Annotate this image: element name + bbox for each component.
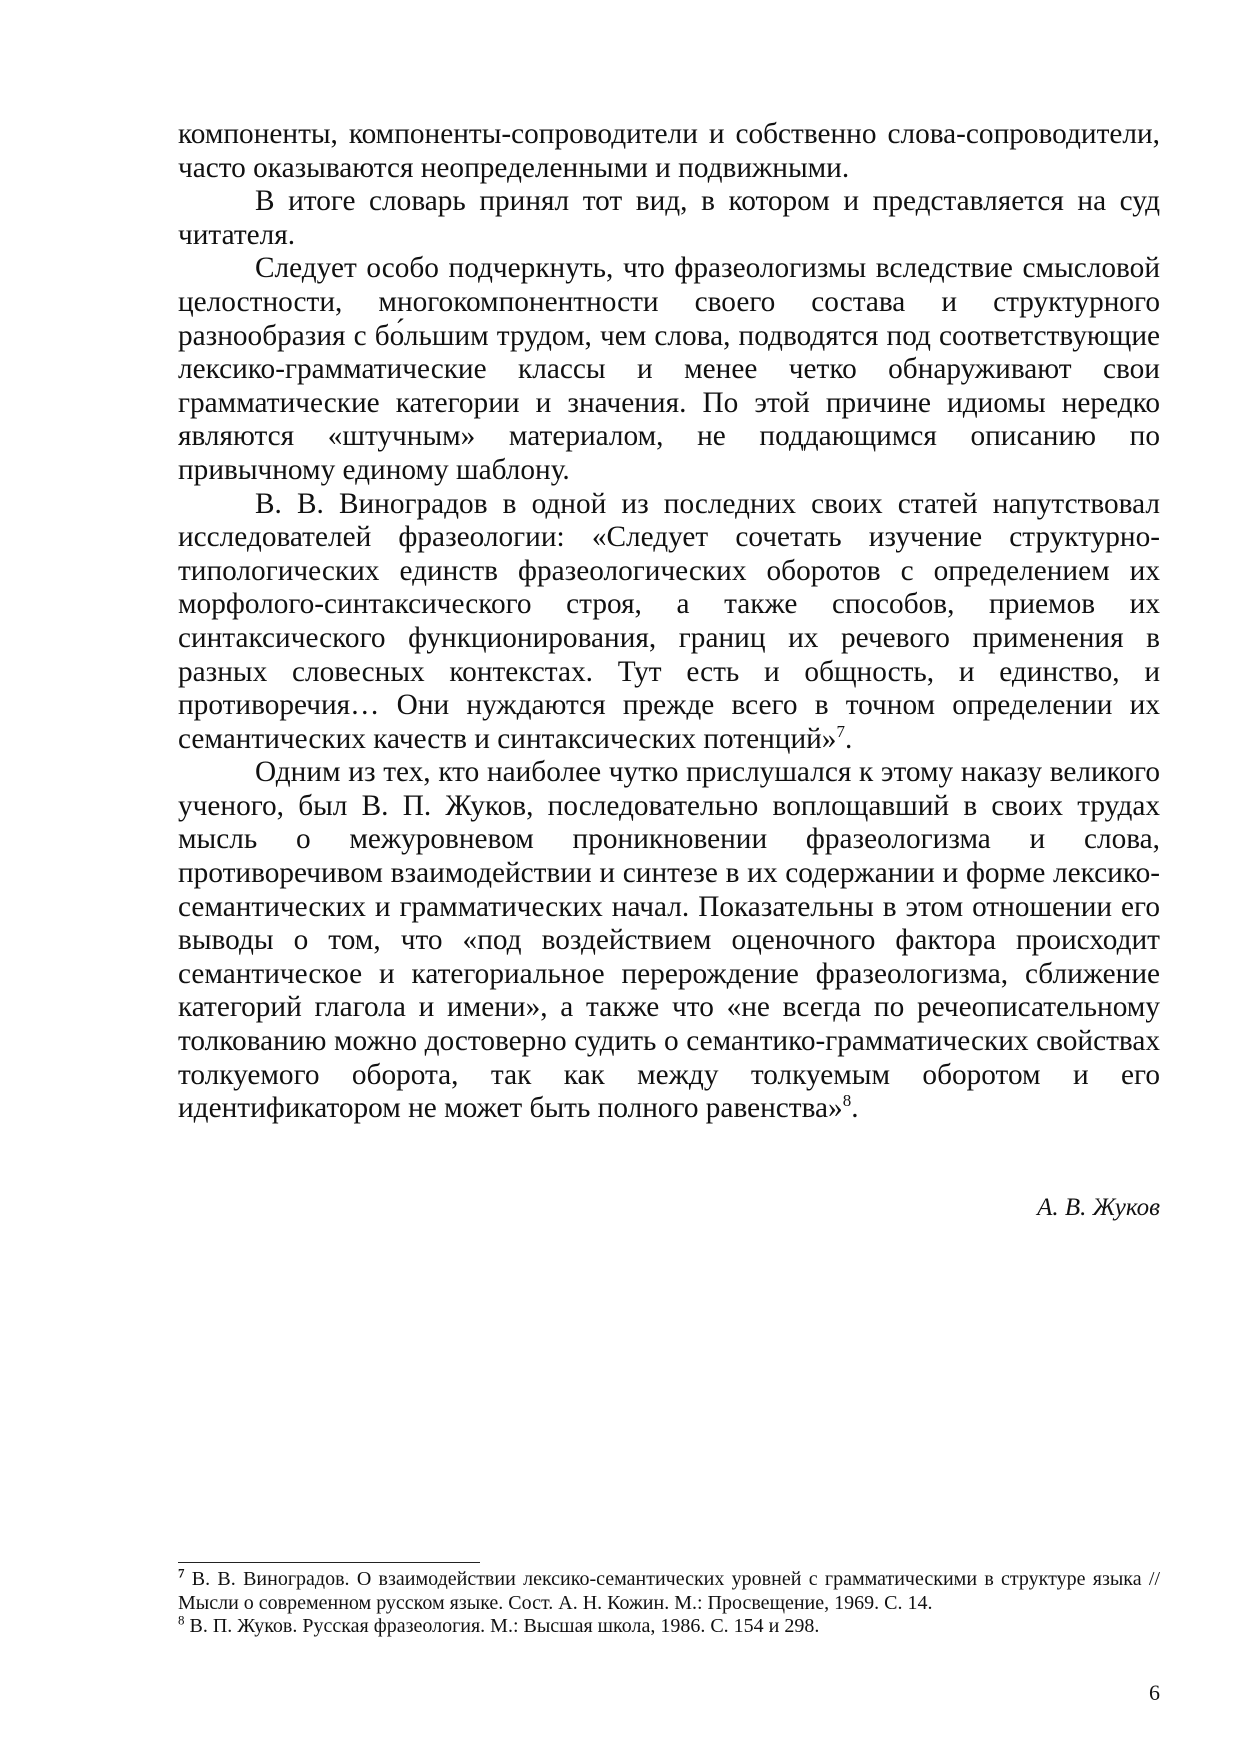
paragraph-end-punct: . [851,1092,859,1125]
paragraph-text: Одним из тех, кто наиболее чутко прислушался к этому наказу великого ученого, был В. П. Жуков, последовательно воплощавший в своих трудах мысль о межуровневом проникновении фразеологизма и слова, противоречивом взаимодействии и синтезе в их содержании и форме лексико-семантических и грамматических начал. Показательны в этом отношении его выводы о том, что «под воздействием оценочного фактора происходит семантическое и категориальное перерождение фразеологизма, сближение категорий глагола и имени», а также что «не всегда по речеописательному толкованию можно достоверно судить о семантико-грамматических свойствах толкуемого оборота, так как между толкуемым оборотом и его идентификатором не может быть полного равенства» [178,756,1160,1125]
footnote-7 [178,1565,1160,1615]
paragraph-text: Следует особо подчеркнуть, что фразеологизмы вследствие смысловой целостности, многокомпонентности своего состава и структурного разнообразия с бо́льшим трудом, чем слова, подводятся под соответствующие лексико-грамматические классы и менее четко обнаруживают свои грамматические категории и значения. По этой причине идиомы нередко являются «штучным» материалом, не поддающимся описанию по привычному единому шаблону. [178,252,1160,486]
footnote-text: В. П. Жуков. Русская фразеология. М.: Высшая школа, 1986. С. 154 и 298. [184,1615,820,1637]
footnote-number: 8 [178,1612,185,1628]
paragraph [178,756,1160,1126]
paragraph [178,252,1160,487]
footnote-8 [178,1612,1160,1639]
footnote-text: В. В. Виноградов. О взаимодействии лексико-семантических уровней с грамматическими в структуре языка // Мысли о современном русском языке. Сост. А. Н. Кожин. М.: Просвещение, 1969. С. 14. [178,1568,1160,1614]
body-text [178,118,1160,1126]
paragraph-text: В. В. Виноградов в одной из последних своих статей напутствовал исследователей фразеологии: «Следует сочетать изучение структурно-типологических единств фразеологических оборотов с определением их морфолого-синтаксического строя, а также способов, приемов их синтаксического функционирования, границ их речевого применения в разных словесных контекстах. Тут есть и общность, и единство, и противоречия… Они нуждаются прежде всего в точном определении их семантических качеств и синтаксических потенций» [178,487,1160,755]
author-signature: А. В. Жуков [1037,1194,1160,1221]
paragraph-continuation [178,118,1160,185]
paragraph-end-punct: . [844,722,853,755]
footnote-ref-8[interactable]: 8 [842,1091,852,1111]
paragraph-text: компоненты, компоненты-сопроводители и собственно слова-сопроводители, часто оказываются неопределенными и подвижными. [178,118,1160,184]
paragraph [178,488,1160,757]
footnote-number: 7 [178,1565,185,1581]
footnotes [178,1565,1160,1639]
paragraph [178,185,1160,252]
paragraph-text: В итоге словарь принял тот вид, в котором и представляется на суд читателя. [178,185,1160,251]
footnote-ref-7[interactable]: 7 [836,721,845,741]
page-number: 6 [1149,1680,1160,1705]
footnote-separator [178,1562,480,1563]
